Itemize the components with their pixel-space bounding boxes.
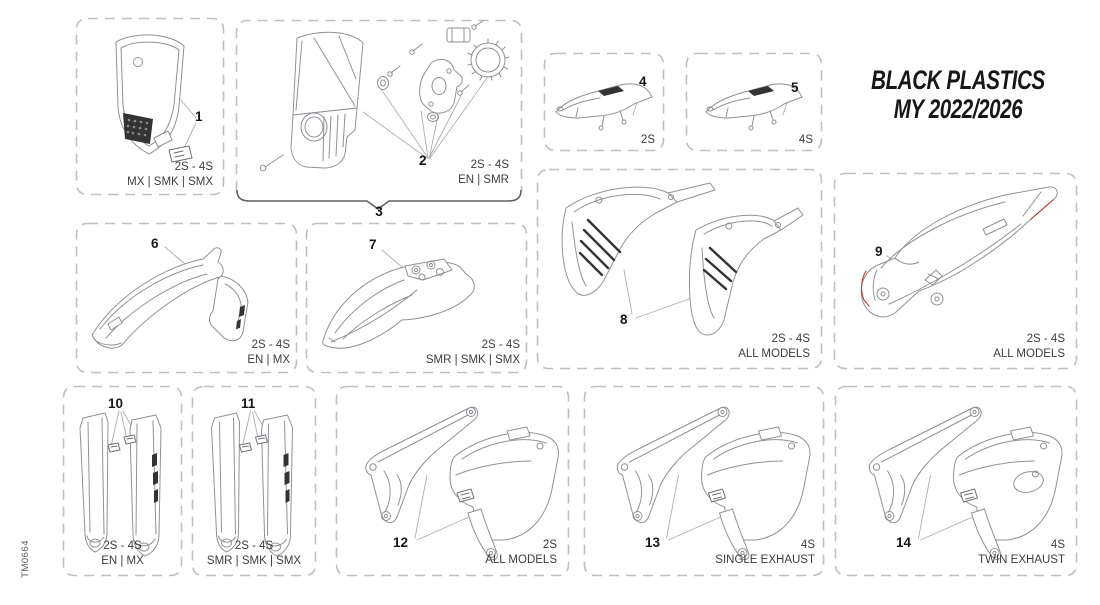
part-number-6: 6 [151, 236, 159, 251]
models-label: ALL MODELS [993, 348, 1065, 360]
variants-label: 4S [798, 134, 813, 146]
panel-12-side-panels-2s [335, 385, 570, 577]
panel-9-label [993, 332, 1065, 362]
panel-6-label [247, 338, 290, 368]
variants-label: 2S - 4S [251, 339, 290, 351]
models-label: SINGLE EXHAUST [715, 554, 815, 566]
panel-8-radiator-shrouds [536, 168, 823, 370]
part-number-11: 11 [241, 396, 256, 411]
panel-2-label [458, 158, 509, 188]
part-number-10: 10 [108, 396, 124, 411]
models-label: ALL MODELS [485, 554, 557, 566]
models-label: MX | SMK | SMX [127, 176, 213, 188]
panel-13-label [715, 538, 815, 568]
models-label: ALL MODELS [738, 348, 810, 360]
document-code: TM0664 [20, 540, 31, 578]
part-number-2: 2 [419, 153, 427, 168]
variants-label: 2S - 4S [174, 161, 213, 173]
panel-9-rear-fender [833, 172, 1078, 370]
panel-7-label [426, 338, 520, 368]
variants-label: 2S - 4S [234, 540, 274, 552]
variants-label: 4S [800, 539, 815, 551]
models-label: TWIN EXHAUST [978, 554, 1065, 566]
variants-label: 2S - 4S [771, 333, 810, 345]
variants-label: 2S - 4S [103, 540, 142, 552]
panel-5-cover-4s [685, 52, 823, 152]
panel-1-front-number-plate [75, 17, 225, 196]
models-label: EN | MX [247, 354, 290, 366]
group-3 [235, 190, 523, 224]
panel-4-cover-2s [543, 52, 665, 152]
models-label: SMR | SMK | SMX [425, 354, 520, 366]
panel-10-fork-guards-enduro [62, 385, 183, 577]
part-number-5: 5 [791, 80, 799, 95]
part-number-7: 7 [369, 237, 377, 252]
variants-label: 2S - 4S [470, 159, 509, 171]
panel-11-label [191, 539, 317, 569]
panel-12-label [485, 538, 557, 568]
panel-6-front-fender-enduro [75, 222, 298, 374]
part-number-12: 12 [393, 535, 409, 550]
part-number-3: 3 [375, 204, 383, 219]
part-number-9: 9 [875, 244, 883, 259]
variants-label: 2S [640, 134, 655, 146]
part-number-8: 8 [620, 312, 628, 327]
part-number-1: 1 [195, 109, 203, 124]
part-number-4: 4 [639, 74, 647, 89]
panel-2-headlight-mask [235, 19, 523, 192]
title-line-2: MY 2022/2026 [893, 94, 1023, 124]
panel-4-label [641, 133, 655, 148]
title-line-1: BLACK PLASTICS [871, 65, 1045, 95]
variants-label: 2S - 4S [1026, 333, 1065, 345]
panel-14-side-panels-twin-exhaust [834, 385, 1078, 577]
part-number-14: 14 [896, 535, 912, 550]
models-label: SMR | SMK | SMX [206, 555, 302, 567]
panel-7-front-fender-supermoto [305, 222, 528, 374]
panel-14-label [978, 538, 1065, 568]
panel-11-fork-guards-supermoto [191, 385, 317, 577]
panel-8-label [738, 332, 810, 362]
panel-5-label [799, 133, 813, 148]
models-label: EN | SMR [458, 174, 509, 186]
variants-label: 2S [542, 539, 557, 551]
models-label: EN | MX [101, 555, 144, 567]
variants-label: 2S - 4S [481, 339, 520, 351]
panel-1-label [127, 160, 213, 190]
page-title [865, 66, 1050, 124]
variants-label: 4S [1050, 539, 1065, 551]
panel-13-side-panels-single-exhaust [583, 385, 825, 577]
part-number-13: 13 [645, 535, 661, 550]
panel-10-label [62, 539, 183, 569]
